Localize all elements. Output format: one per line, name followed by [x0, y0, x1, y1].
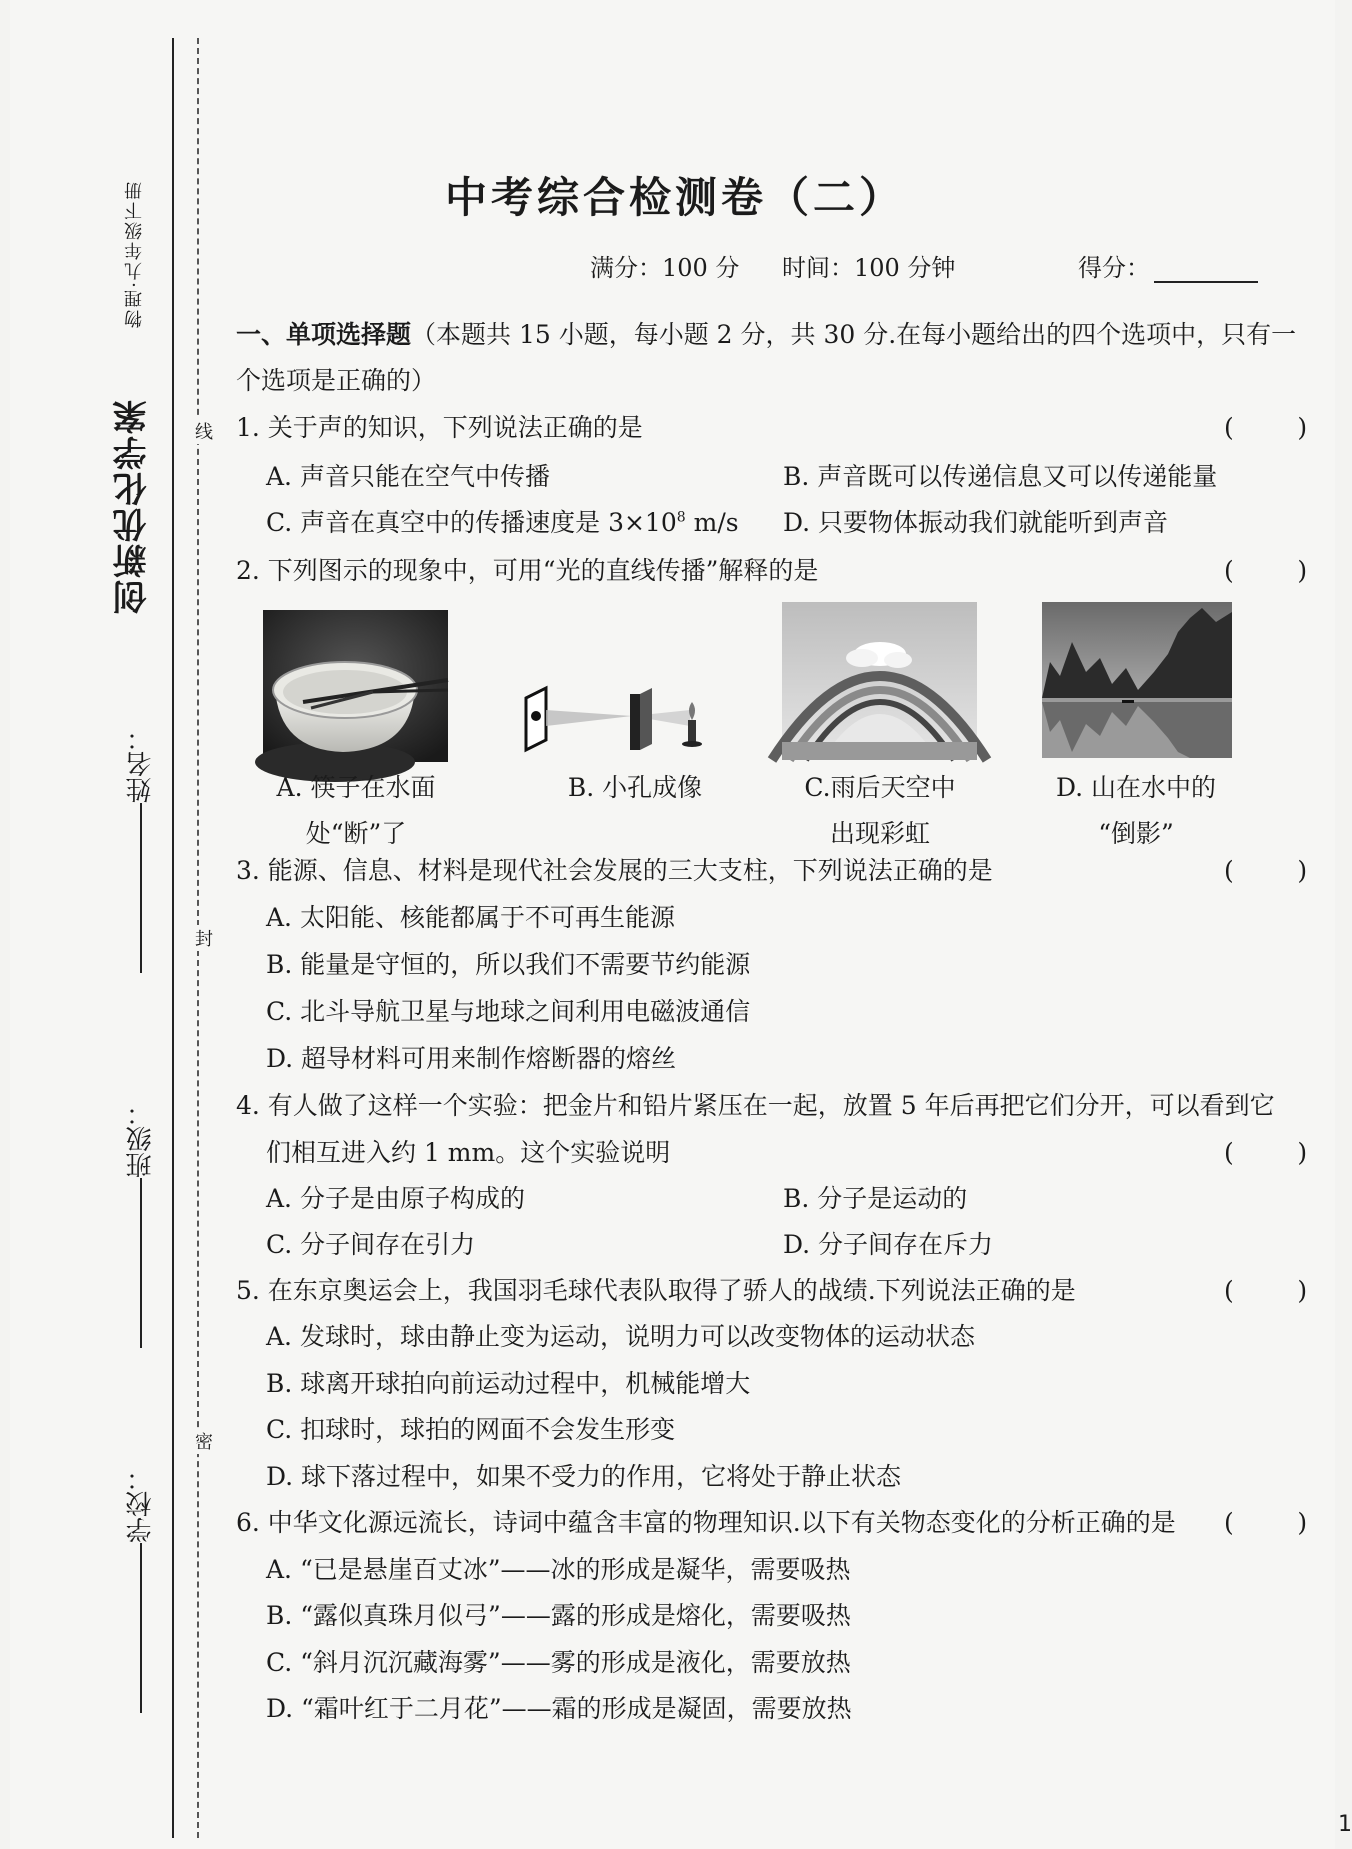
class-line	[140, 1178, 142, 1348]
brand-logo-text: 创新优化学案	[113, 398, 153, 614]
figure-chopsticks-in-water	[263, 610, 448, 762]
figure-mountain-reflection	[1042, 602, 1232, 758]
question-5-stem: 5. 在东京奥运会上，我国羽毛球代表队取得了骄人的战绩.下列说法正确的是	[236, 1276, 1076, 1305]
q1-option-c-unit: m/s	[685, 508, 739, 537]
section-heading: 一、单项选择题	[236, 320, 412, 349]
seal-mark-seal: 封	[189, 925, 215, 951]
q4-option-b: B. 分子是运动的	[783, 1184, 968, 1213]
question-6-answer[interactable]: ( )	[1224, 1508, 1308, 1537]
section-note-cont: 个选项是正确的）	[236, 366, 437, 395]
q6-option-c: C. “斜月沉沉藏海雾”——雾的形成是液化，需要放热	[266, 1648, 851, 1677]
name-field	[122, 725, 159, 979]
q4-option-c: C. 分子间存在引力	[266, 1230, 476, 1259]
caption-a-line2: 处“断”了	[305, 819, 407, 848]
question-6-stem: 6. 中华文化源远流长，诗词中蕴含丰富的物理知识.以下有关物态变化的分析正确的是	[236, 1508, 1176, 1537]
subject-label: 物理·九年级下册	[124, 180, 145, 328]
q5-option-d: D. 球下落过程中，如果不受力的作用，它将处于静止状态	[266, 1462, 902, 1491]
caption-c-line1: C.雨后天空中	[804, 773, 956, 802]
question-5-answer[interactable]: ( )	[1224, 1276, 1308, 1305]
q6-option-d: D. “霜叶红于二月花”——霜的形成是凝固，需要放热	[266, 1694, 852, 1723]
section-heading-line	[236, 320, 1296, 350]
section-note: （本题共 15 小题，每小题 2 分，共 30 分.在每小题给出的四个选项中，只有一	[411, 320, 1297, 349]
q3-option-a: A. 太阳能、核能都属于不可再生能源	[266, 903, 675, 932]
q1-option-b: B. 声音既可以传递信息又可以传递能量	[783, 462, 1218, 491]
question-3-answer[interactable]: ( )	[1224, 856, 1308, 885]
question-4-stem-line2: 们相互进入约 1 mm。这个实验说明	[266, 1138, 671, 1167]
q3-option-d: D. 超导材料可用来制作熔断器的熔丝	[266, 1044, 677, 1073]
question-1-stem: 1. 关于声的知识，下列说法正确的是	[236, 413, 643, 442]
school-label: 学校：	[126, 1465, 156, 1543]
q5-option-a: A. 发球时，球由静止变为运动，说明力可以改变物体的运动状态	[266, 1322, 975, 1351]
figure-rainbow	[782, 602, 977, 760]
question-2-stem: 2. 下列图示的现象中，可用“光的直线传播”解释的是	[236, 556, 819, 585]
page-number: 1	[1338, 1812, 1352, 1837]
seal-mark-secret: 密	[189, 1428, 215, 1454]
q5-option-c: C. 扣球时，球拍的网面不会发生形变	[266, 1415, 676, 1444]
class-label: 班级：	[126, 1100, 156, 1178]
question-4-stem-line1: 4. 有人做了这样一个实验：把金片和铅片紧压在一起，放置 5 年后再把它们分开，可以看到它	[236, 1091, 1275, 1120]
question-2-answer[interactable]: ( )	[1224, 556, 1308, 585]
q3-option-b: B. 能量是守恒的，所以我们不需要节约能源	[266, 950, 751, 979]
q4-option-a: A. 分子是由原子构成的	[266, 1184, 525, 1213]
q3-option-c: C. 北斗导航卫星与地球之间利用电磁波通信	[266, 997, 751, 1026]
caption-b: B. 小孔成像	[567, 773, 703, 802]
question-1-answer[interactable]: ( )	[1224, 413, 1308, 442]
q1-option-c-text: C. 声音在真空中的传播速度是 3×10	[266, 508, 677, 537]
caption-d-line2: “倒影”	[1098, 819, 1174, 848]
q4-option-d: D. 分子间存在斥力	[783, 1230, 994, 1259]
q5-option-b: B. 球离开球拍向前运动过程中，机械能增大	[266, 1369, 751, 1398]
name-label: 姓名：	[126, 725, 156, 803]
full-marks: 满分：100 分	[590, 254, 740, 282]
caption-d-line1: D. 山在水中的	[1055, 773, 1217, 802]
q6-option-a: A. “已是悬崖百丈冰”——冰的形成是凝华，需要吸热	[266, 1555, 851, 1584]
exam-title: 中考综合检测卷（二）	[444, 173, 905, 222]
seal-mark-line: 线	[189, 418, 215, 444]
figure-pinhole-camera	[520, 680, 720, 756]
q1-option-a: A. 声音只能在空气中传播	[266, 462, 550, 491]
score-label: 得分：	[1078, 254, 1150, 282]
q1-option-d: D. 只要物体振动我们就能听到声音	[783, 508, 1169, 537]
q6-option-b: B. “露似真珠月似弓”——露的形成是熔化，需要吸热	[266, 1601, 851, 1630]
caption-c-line2: 出现彩虹	[829, 819, 930, 848]
class-field	[122, 1100, 159, 1354]
name-line	[140, 803, 142, 973]
q1-option-c	[266, 508, 739, 538]
score-blank[interactable]	[1154, 257, 1258, 283]
exam-time: 时间：100 分钟	[782, 254, 956, 282]
question-3-stem: 3. 能源、信息、材料是现代社会发展的三大支柱，下列说法正确的是	[236, 856, 993, 885]
question-4-answer[interactable]: ( )	[1224, 1138, 1308, 1167]
caption-a-line1: A. 筷子在水面	[276, 773, 436, 802]
q1-option-c-exponent: 8	[676, 509, 686, 526]
school-line	[140, 1543, 142, 1713]
school-field	[122, 1465, 159, 1719]
binding-line	[172, 38, 174, 1838]
score-field	[1078, 248, 1258, 283]
